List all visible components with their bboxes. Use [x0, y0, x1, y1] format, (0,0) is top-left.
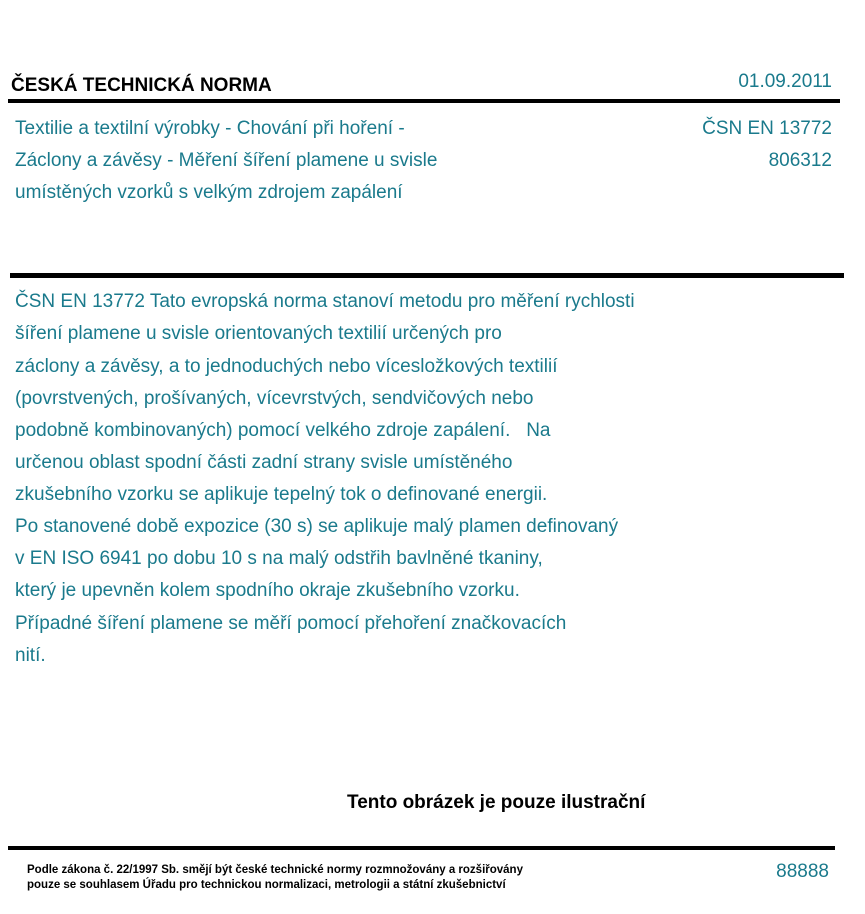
legal-notice-line: pouze se souhlasem Úřadu pro technickou normalizaci, metrologii a státní zkušebnictví — [27, 879, 506, 891]
standard-designation: ČSN EN 13772 — [702, 118, 832, 139]
legal-notice-line: Podle zákona č. 22/1997 Sb. smějí být české technické normy rozmnožovány a rozšiřovány — [27, 864, 523, 876]
footer-divider — [8, 846, 835, 850]
standard-title-line: umístěných vzorků s velkým zdrojem zapálení — [15, 182, 403, 203]
abstract-line: Případné šíření plamene se měří pomocí přehoření značkovacích — [15, 613, 567, 634]
abstract-line: zkušebního vzorku se aplikuje tepelný tok o definované energii. — [15, 484, 548, 505]
classification-code: 806312 — [768, 150, 832, 171]
abstract-line: ČSN EN 13772 Tato evropská norma stanoví metodu pro měření rychlosti — [15, 291, 635, 312]
standard-title-line: Záclony a závěsy - Měření šíření plamene u svisle — [15, 150, 438, 171]
abstract-line: který je upevněn kolem spodního okraje zkušebního vzorku. — [15, 580, 520, 601]
header-divider — [8, 99, 840, 103]
abstract-line: šíření plamene u svisle orientovaných textilií určených pro — [15, 323, 502, 344]
section-divider — [10, 273, 844, 278]
illustrative-note: Tento obrázek je pouze ilustrační — [347, 792, 646, 813]
abstract-line: v EN ISO 6941 po dobu 10 s na malý odstřih bavlněné tkaniny, — [15, 548, 543, 569]
abstract-line: Po stanovené době expozice (30 s) se aplikuje malý plamen definovaný — [15, 516, 619, 537]
abstract-line: nití. — [15, 645, 46, 666]
abstract-line: podobně kombinovaných) pomocí velkého zdroje zapálení. Na — [15, 420, 551, 441]
document-category-title: ČESKÁ TECHNICKÁ NORMA — [11, 75, 272, 96]
publication-date: 01.09.2011 — [738, 71, 832, 92]
abstract-line: určenou oblast spodní části zadní strany svisle umístěného — [15, 452, 513, 473]
abstract-line: (povrstvených, prošívaných, vícevrstvých, sendvičových nebo — [15, 388, 534, 409]
standard-title-line: Textilie a textilní výrobky - Chování při hoření - — [15, 118, 405, 139]
abstract-line: záclony a závěsy, a to jednoduchých nebo vícesložkových textilií — [15, 356, 558, 377]
catalog-code: 88888 — [776, 861, 829, 882]
